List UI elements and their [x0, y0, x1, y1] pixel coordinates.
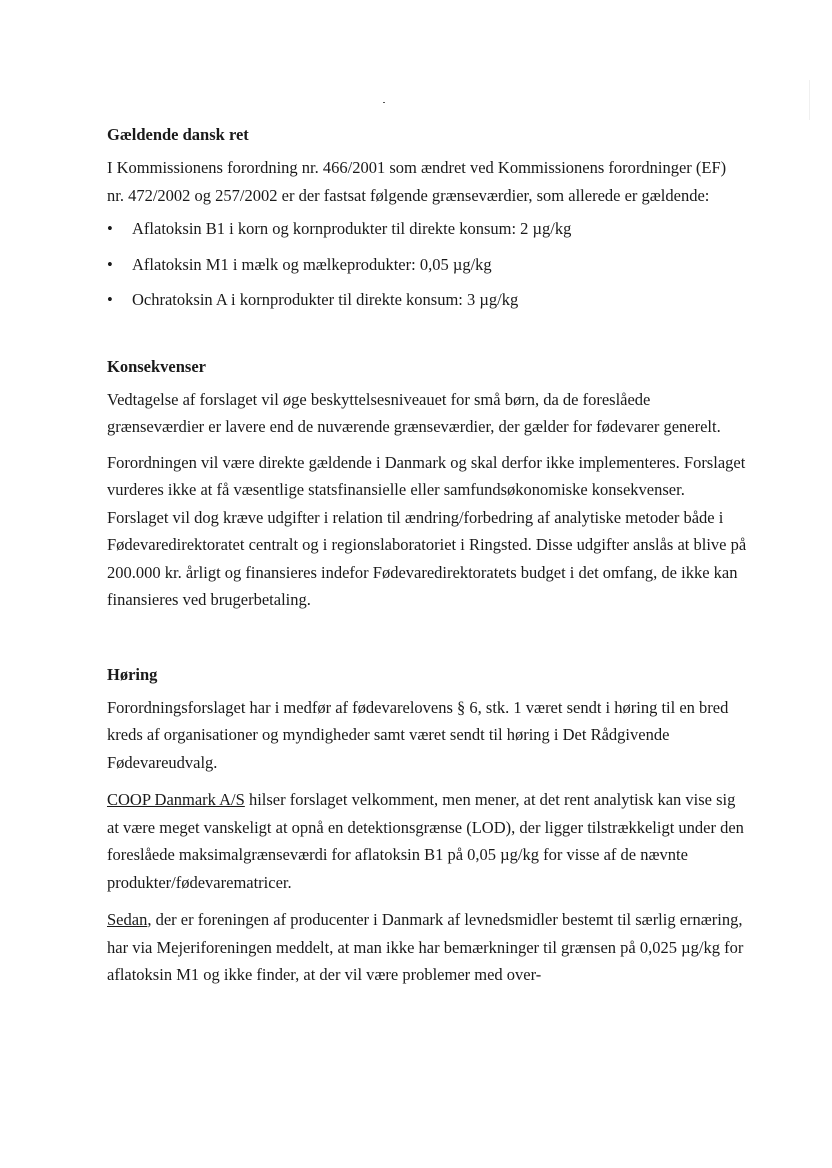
- section-paragraph: Vedtagelse af forslaget vil øge beskyttelsesniveauet for små børn, da de foreslåede grænseværdier er lavere end de nuværende grænseværdier, der gælder for fødevarer generelt.: [107, 389, 721, 436]
- coop-organisation-name: COOP Danmark A/S: [107, 790, 245, 809]
- bullet-icon: •: [107, 219, 113, 238]
- section-paragraph: I Kommissionens forordning nr. 466/2001 som ændret ved Kommissionens forordninger (EF) nr. 472/2002 og 257/2002 er der fastsat følgende grænseværdier, som allerede er gældende:: [107, 158, 727, 205]
- section-title-gaeldende-dansk-ret: Gældende dansk ret: [107, 125, 249, 144]
- section-title-konsekvenser: Konsekvenser: [107, 356, 206, 376]
- coop-paragraph-text: hilser forslaget velkomment, men mener, at det rent analytisk kan vise sig at være meget vanskeligt at opnå en detektionsgrænse (LOD), der ligger tilstrækkeligt under den foreslåede maksimalgrænseværdi for aflatoksin B1 på 0,05 µg/kg for visse af de nævnte produkter/fødevarematricer.: [107, 790, 744, 892]
- section-paragraph: Forordningen vil være direkte gældende i Danmark og skal derfor ikke implementeres. Forslaget vurderes ikke at få væsentlige statsfinansielle eller samfundsøkonomiske konsekvenser. Forslaget vil dog kræve udgifter i relation til ændring/forbedring af analytiske metoder både i Fødevaredirektoratet centralt og i regionslaboratoriet i Ringsted. Disse udgifter anslås at blive på 200.000 kr. årligt og finansieres indefor Fødevaredirektoratets budget i det omfang, de ikke kan finansieres ved brugerbetaling.: [107, 452, 747, 609]
- limit-values-list: [107, 215, 747, 314]
- document-body: [107, 118, 747, 989]
- sedan-paragraph: [107, 906, 747, 989]
- bullet-icon: •: [107, 290, 113, 309]
- list-item: [107, 286, 747, 314]
- list-item: [107, 215, 747, 243]
- list-item-text: Aflatoksin M1 i mælk og mælkeprodukter: 0,05 µg/kg: [132, 254, 492, 274]
- list-item-text: Aflatoksin B1 i korn og kornprodukter til direkte konsum: 2 µg/kg: [132, 219, 572, 238]
- coop-paragraph: [107, 786, 747, 896]
- list-item: [107, 251, 747, 279]
- scan-speck: [383, 102, 385, 103]
- section-paragraph: Forordningsforslaget har i medfør af fødevarelovens § 6, stk. 1 været sendt i høring til en bred kreds af organisationer og myndigheder samt været sendt til høring i Det Rådgivende Fødevareudvalg.: [107, 697, 729, 772]
- bullet-icon: •: [107, 254, 113, 274]
- scan-edge-mark: [809, 80, 810, 120]
- section-title-horing: Høring: [107, 664, 158, 684]
- sedan-paragraph-text: , der er foreningen af producenter i Danmark af levnedsmidler bestemt til særlig ernæring, har via Mejeriforeningen meddelt, at man ikke har bemærkninger til grænsen på 0,025 µg/kg for aflatoksin M1 og ikke finder, at der vil være problemer med over-: [107, 910, 744, 984]
- sedan-organisation-name: Sedan: [107, 910, 148, 929]
- list-item-text: Ochratoksin A i kornprodukter til direkte konsum: 3 µg/kg: [132, 290, 519, 309]
